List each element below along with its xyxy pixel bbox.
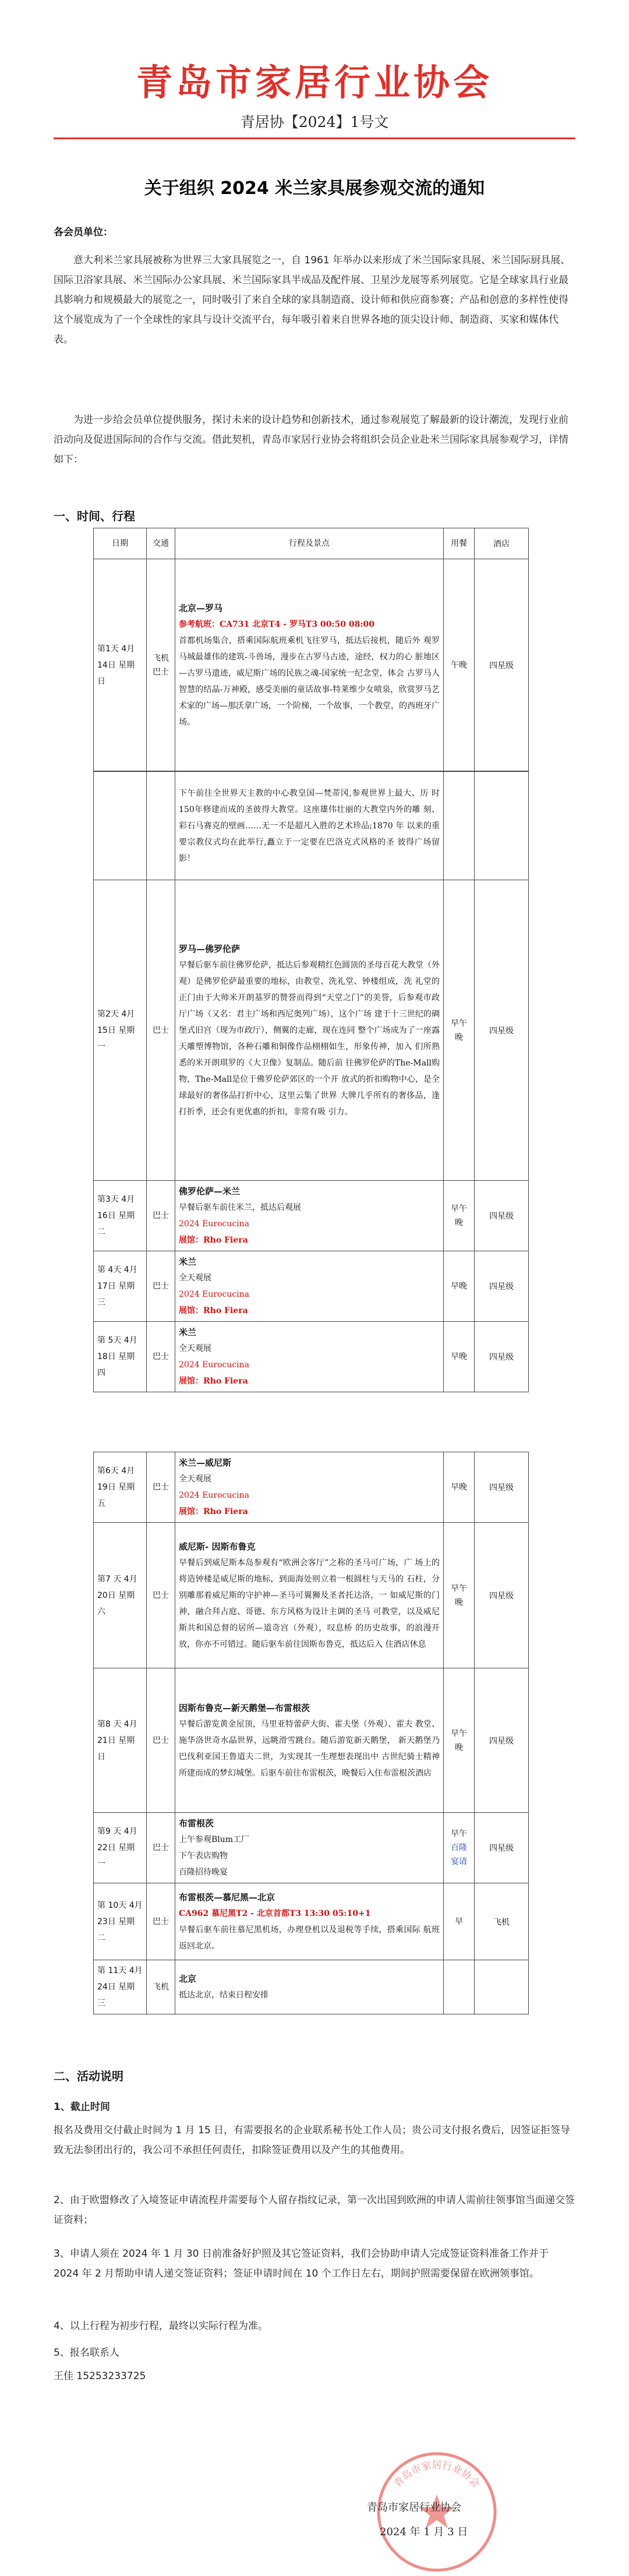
salutation: 各会员单位： bbox=[54, 227, 113, 238]
day3-transport: 巴士 bbox=[147, 1181, 175, 1251]
day6-text: 全天观展 bbox=[179, 1474, 211, 1484]
table-row bbox=[94, 1523, 529, 1668]
day10-date: 第 10天 4月23日 星期二 bbox=[94, 1883, 147, 1960]
day1-itinerary bbox=[175, 559, 444, 771]
visa-document-note: 3、申请人须在 2024 年 1 月 30 日前准备好护照及其它签证资料，我们会协助申请人完成签证资料准备工作并于 2024 年 2 月帮助申请人递交签证资料；签证申请时间在 10 个工作日左右，期间护照需要保留在欧洲领事馆。 bbox=[54, 2248, 549, 2279]
schedule-table-part2 bbox=[93, 771, 529, 1392]
day5-title: 米兰 bbox=[179, 1327, 197, 1338]
day7-hotel: 四星级 bbox=[475, 1523, 529, 1668]
day9-meals-main: 早午 bbox=[451, 1829, 467, 1839]
header-itinerary: 行程及景点 bbox=[175, 528, 444, 559]
day6-expo: 2024 Eurocucina bbox=[179, 1491, 249, 1500]
table-row bbox=[94, 1452, 529, 1523]
header-meals: 用餐 bbox=[444, 528, 475, 559]
day3-itinerary bbox=[175, 1181, 444, 1251]
day7-date: 第7 天 4月20日 星期六 bbox=[94, 1523, 147, 1668]
day2-hotel: 四星级 bbox=[475, 880, 529, 1181]
day6-date: 第6天 4月19日 星期五 bbox=[94, 1452, 147, 1523]
day8-itinerary bbox=[175, 1668, 444, 1813]
day11-text: 抵达北京，结束日程安排 bbox=[179, 1991, 268, 2000]
day3-expo: 2024 Eurocucina bbox=[179, 1219, 249, 1229]
day3-venue: 展馆：Rho Fiera bbox=[179, 1236, 248, 1245]
signature-date: 2024 年 1 月 3 日 bbox=[380, 2526, 468, 2538]
day7-text: 早餐后到威尼斯本岛参观有“欧洲会客厅”之称的圣马可广场，广 场上的将造钟楼是威尼斯的地标，到面海处则立着一根圆柱与天马的 石柱，分别雕那着威尼斯的守护神—圣马可翼狮及圣者托达洛，一 如威尼斯的门神，融合拜占庭、哥德、东方风格为设计主调的圣马 可教堂，以及威尼斯共和国总督的居所—道奇宫（外观），叹息桥 的历史故事，的浪漫开放，你亦不可错过。随后驱车前往因斯布鲁克，抵达后入 住酒店休息 bbox=[179, 1558, 440, 1649]
day8-title: 因斯布鲁克—新天鹅堡—布雷根茨 bbox=[179, 1702, 310, 1713]
table-row bbox=[94, 1181, 529, 1251]
deadline-text: 报名及费用交付截止时间为 1 月 15 日，有需要报名的企业联系秘书处工作人员；贵公司支付报名费后，因签证拒签导致无法参团出行的，我公司不承担任何责任，扣除签证费用以及产生的其他费用。 bbox=[54, 2125, 571, 2156]
schedule-table-part3 bbox=[93, 1452, 529, 2014]
day2-title: 罗马—佛罗伦萨 bbox=[179, 943, 241, 954]
day9-meals bbox=[444, 1813, 475, 1883]
day9-date: 第9 天 4月22日 星期一 bbox=[94, 1813, 147, 1883]
table-row bbox=[94, 772, 529, 880]
day3-date: 第3天 4月16日 星期二 bbox=[94, 1181, 147, 1251]
day9-meals-note: 百隆宴请 bbox=[451, 1843, 467, 1866]
day10-text: 早餐后驱车前往慕尼黑机场，办理登机以及退税等手续，搭乘国际 航班返回北京。 bbox=[179, 1925, 440, 1951]
day9-title: 布雷根茨 bbox=[179, 1818, 214, 1829]
day3-hotel: 四星级 bbox=[475, 1181, 529, 1251]
day11-date: 第 11天 4月24日 星期三 bbox=[94, 1960, 147, 2014]
day1-date: 第1天 4月14日 星期日 bbox=[94, 559, 147, 771]
itinerary-disclaimer: 4、以上行程为初步行程，最终以实际行程为准。 bbox=[54, 2320, 268, 2332]
day6-meals: 早晚 bbox=[444, 1452, 475, 1523]
day5-venue: 展馆：Rho Fiera bbox=[179, 1377, 248, 1386]
day5-meals: 早晚 bbox=[444, 1322, 475, 1392]
day11-title: 北京 bbox=[179, 1974, 197, 1984]
day4-transport: 巴士 bbox=[147, 1251, 175, 1322]
day6-venue: 展馆：Rho Fiera bbox=[179, 1507, 248, 1516]
day11-transport: 飞机 bbox=[147, 1960, 175, 2014]
table-row bbox=[94, 1668, 529, 1813]
table-row bbox=[94, 1960, 529, 2014]
intro-paragraph: 意大利米兰家具展被称为世界三大家具展览之一，自 1961 年举办以来形成了米兰国际家具展、米兰国际厨具展、国际卫浴家具展、米兰国际办公家具展、米兰国际家具半成品及配件展、卫星沙龙展等系列展览。它是全球家具行业最具影响力和规模最大的展览之一，同时吸引了来自全球的家具制造商、设计师和供应商参赛；产品和创意的多样性使得这个展览成为了一个全球性的家具与设计交流平台，每年吸引着来自世界各地的顶尖设计师、制造商、买家和媒体代表。 bbox=[54, 255, 571, 345]
day4-meals: 早晚 bbox=[444, 1251, 475, 1322]
table-row bbox=[94, 559, 529, 771]
org-title: 青岛市家居行业协会 bbox=[136, 61, 493, 104]
day9-line-1: 上午参观Blum工厂 bbox=[179, 1835, 250, 1844]
signature-org: 青岛市家居行业协会 bbox=[367, 2501, 461, 2514]
day1-flight: 参考航班：CA731 北京T4 - 罗马T3 00:50 08:00 bbox=[179, 619, 374, 629]
contact-person: 王佳 15253233725 bbox=[54, 2370, 146, 2382]
day10-flight: CA962 慕尼黑T2 - 北京首都T3 13:30 05:10+1 bbox=[179, 1908, 371, 1918]
day1-extra-date bbox=[94, 772, 147, 880]
activity-heading: 二、活动说明 bbox=[54, 2069, 123, 2083]
day3-text: 早餐后驱车前往米兰，抵达后观展 bbox=[179, 1203, 301, 1212]
day5-expo: 2024 Eurocucina bbox=[179, 1360, 249, 1370]
day1-extra-meals bbox=[444, 772, 475, 880]
day8-hotel: 四星级 bbox=[475, 1668, 529, 1813]
table-row bbox=[94, 880, 529, 1181]
day3-meals: 早午晚 bbox=[444, 1181, 475, 1251]
red-divider bbox=[54, 137, 575, 139]
day1-hotel: 四星级 bbox=[475, 559, 529, 771]
day4-expo: 2024 Eurocucina bbox=[179, 1290, 249, 1299]
day2-text: 早餐后驱车前往佛罗伦萨，抵达后参观精红色圆顶的圣母百花大教堂（外观）是佛罗伦萨最重要的地标，由教堂、洗礼堂、钟楼组成，洗 礼堂的正门由于大师米开朗基罗的赞誉而得到“天堂之门”的美誉，后参观市政厅广场（又名：君主广场和西尼奥列广场），这个广场 建于十三世纪的碉堡式旧宫（现为市政厅），侧翼的走廊，现在连同 整个广场成为了一座露天雕塑博物馆，各种石雕和铜像作品栩栩如生，形象传神，加入 们所熟悉的米开朗琪罗的《大卫像》复制品。随后前 往佛罗伦萨的The-Mall购物，The-Mall是位于佛罗伦萨郊区的一个开 放式的折扣购物中心，是全球最好的奢侈品打折中心，这里云集了世界 大牌几乎所有的奢侈品，逢打折季，还会有更优惠的折扣，非常有吸 引力。 bbox=[179, 960, 440, 1117]
day1-extra-itinerary: 下午前往全世界天主教的中心教皇国—梵蒂冈,参观世界上最大、历 时 150年修建而成的圣彼得大教堂。这座雄伟壮丽的大教堂内外的雕 刻、彩石马赛克的壁画……无一不是超凡入胜的艺术珍品;1870 年 以来的重要宗教仪式均在此举行,矗立于一定要在巴洛克式风格的圣 彼得广场留影！ bbox=[175, 772, 444, 880]
day7-transport: 巴士 bbox=[147, 1523, 175, 1668]
seal-text: 青岛市家居行业协会 bbox=[391, 2459, 482, 2490]
day2-transport: 巴士 bbox=[147, 880, 175, 1181]
day1-meals: 午晚 bbox=[444, 559, 475, 771]
day2-itinerary bbox=[175, 880, 444, 1181]
day7-meals: 早午晚 bbox=[444, 1523, 475, 1668]
schedule-table-part1 bbox=[93, 528, 529, 771]
visa-fingerprint-note: 2、由于欧盟修改了入境签证申请流程并需要每个人留存指纹记录，第一次出国到欧洲的申请人需前往领事馆当面递交签证资料； bbox=[54, 2194, 575, 2226]
day11-hotel bbox=[475, 1960, 529, 2014]
day6-transport: 巴士 bbox=[147, 1452, 175, 1523]
day4-title: 米兰 bbox=[179, 1257, 197, 1267]
table-header-row bbox=[94, 528, 529, 559]
day1-extra-transport bbox=[147, 772, 175, 880]
header-transport: 交通 bbox=[147, 528, 175, 559]
day1-transport: 飞机巴士 bbox=[147, 559, 175, 771]
day7-title: 威尼斯- 因斯布鲁克 bbox=[179, 1541, 256, 1552]
day1-text: 首都机场集合，搭乘国际航班乘机飞往罗马，抵达后接机，随后外 观罗马城最雄伟的建筑-斗兽场，漫步在古罗马古迹，途经，权力的心 脏地区—古罗马遗迹，威尼斯广场的民族之魂-国家统一纪念堂，体会 古罗马人智慧的结晶-万神殿，感受美丽的童话故事-特莱维少女喷泉，欣赏罗马艺术家的广场—那沃拿广场，一个阶梯，一个故事，一个教堂，的西班牙广场。 bbox=[179, 636, 440, 727]
doc-number: 青居协【2024】1号文 bbox=[240, 114, 389, 130]
day6-title: 米兰—威尼斯 bbox=[179, 1458, 232, 1468]
day10-itinerary bbox=[175, 1883, 444, 1960]
day8-date: 第8 天 4月21日 星期日 bbox=[94, 1668, 147, 1813]
table-row bbox=[94, 1322, 529, 1392]
deadline-heading: 1、截止时间 bbox=[54, 2101, 110, 2113]
day4-itinerary bbox=[175, 1251, 444, 1322]
header-hotel: 酒店 bbox=[475, 528, 529, 559]
day5-hotel: 四星级 bbox=[475, 1322, 529, 1392]
day9-transport: 巴士 bbox=[147, 1813, 175, 1883]
day7-itinerary bbox=[175, 1523, 444, 1668]
day4-hotel: 四星级 bbox=[475, 1251, 529, 1322]
table-row bbox=[94, 1251, 529, 1322]
day11-meals bbox=[444, 1960, 475, 2014]
day10-transport: 巴士 bbox=[147, 1883, 175, 1960]
day5-date: 第 5天 4月18日 星期四 bbox=[94, 1322, 147, 1392]
day5-itinerary bbox=[175, 1322, 444, 1392]
day1-extra-hotel bbox=[475, 772, 529, 880]
day9-itinerary bbox=[175, 1813, 444, 1883]
day10-title: 布雷根茨—慕尼黑—北京 bbox=[179, 1892, 275, 1903]
day8-transport: 巴士 bbox=[147, 1668, 175, 1813]
day10-hotel: 飞机 bbox=[475, 1883, 529, 1960]
header-date: 日期 bbox=[94, 528, 147, 559]
day9-line-2: 下午表店购物 bbox=[179, 1851, 228, 1861]
day8-text: 早餐后游览黄金屋顶，马里亚特蕾萨大街、霍夫堡（外观）、霍夫 教堂、施华洛世奇水晶世界，远眺滑雪跳台。随后游览新天鹅堡， 新天鹅堡乃巴伐利亚国王鲁道夫二世，为实现其一生理想表现出中 古世纪骑士精神所建而成的梦幻城堡。后驱车前往布雷根茨，晚餐后入住布雷根茨酒店 bbox=[179, 1719, 440, 1778]
day5-transport: 巴士 bbox=[147, 1322, 175, 1392]
day2-meals: 早午晚 bbox=[444, 880, 475, 1181]
day1-title: 北京—罗马 bbox=[179, 602, 223, 613]
day2-date: 第2天 4月15日 星期一 bbox=[94, 880, 147, 1181]
day6-hotel: 四星级 bbox=[475, 1452, 529, 1523]
day4-text: 全天观展 bbox=[179, 1273, 211, 1283]
day4-venue: 展馆：Rho Fiera bbox=[179, 1306, 248, 1315]
day3-title: 佛罗伦萨—米兰 bbox=[179, 1186, 241, 1197]
schedule-heading: 一、时间、行程 bbox=[54, 509, 135, 523]
day9-line-3: 百隆招待晚宴 bbox=[179, 1868, 228, 1877]
day11-itinerary bbox=[175, 1960, 444, 2014]
day5-text: 全天观展 bbox=[179, 1344, 211, 1353]
contact-heading: 5、报名联系人 bbox=[54, 2347, 119, 2359]
day9-hotel: 四星级 bbox=[475, 1813, 529, 1883]
table-row bbox=[94, 1813, 529, 1883]
day6-itinerary bbox=[175, 1452, 444, 1523]
day8-meals: 早午晚 bbox=[444, 1668, 475, 1813]
day4-date: 第 4天 4月17日 星期三 bbox=[94, 1251, 147, 1322]
purpose-paragraph: 为进一步给会员单位提供服务，探讨未来的设计趋势和创新技术，通过参观展览了解最新的设计潮流，发现行业前沿动向及促进国际间的合作与交流。借此契机，青岛市家居行业协会将组织会员企业赴米兰国际家具展参观学习，详情如下： bbox=[54, 414, 568, 465]
table-row bbox=[94, 1883, 529, 1960]
day10-meals: 早 bbox=[444, 1883, 475, 1960]
notice-title: 关于组织 2024 米兰家具展参观交流的通知 bbox=[144, 178, 485, 199]
